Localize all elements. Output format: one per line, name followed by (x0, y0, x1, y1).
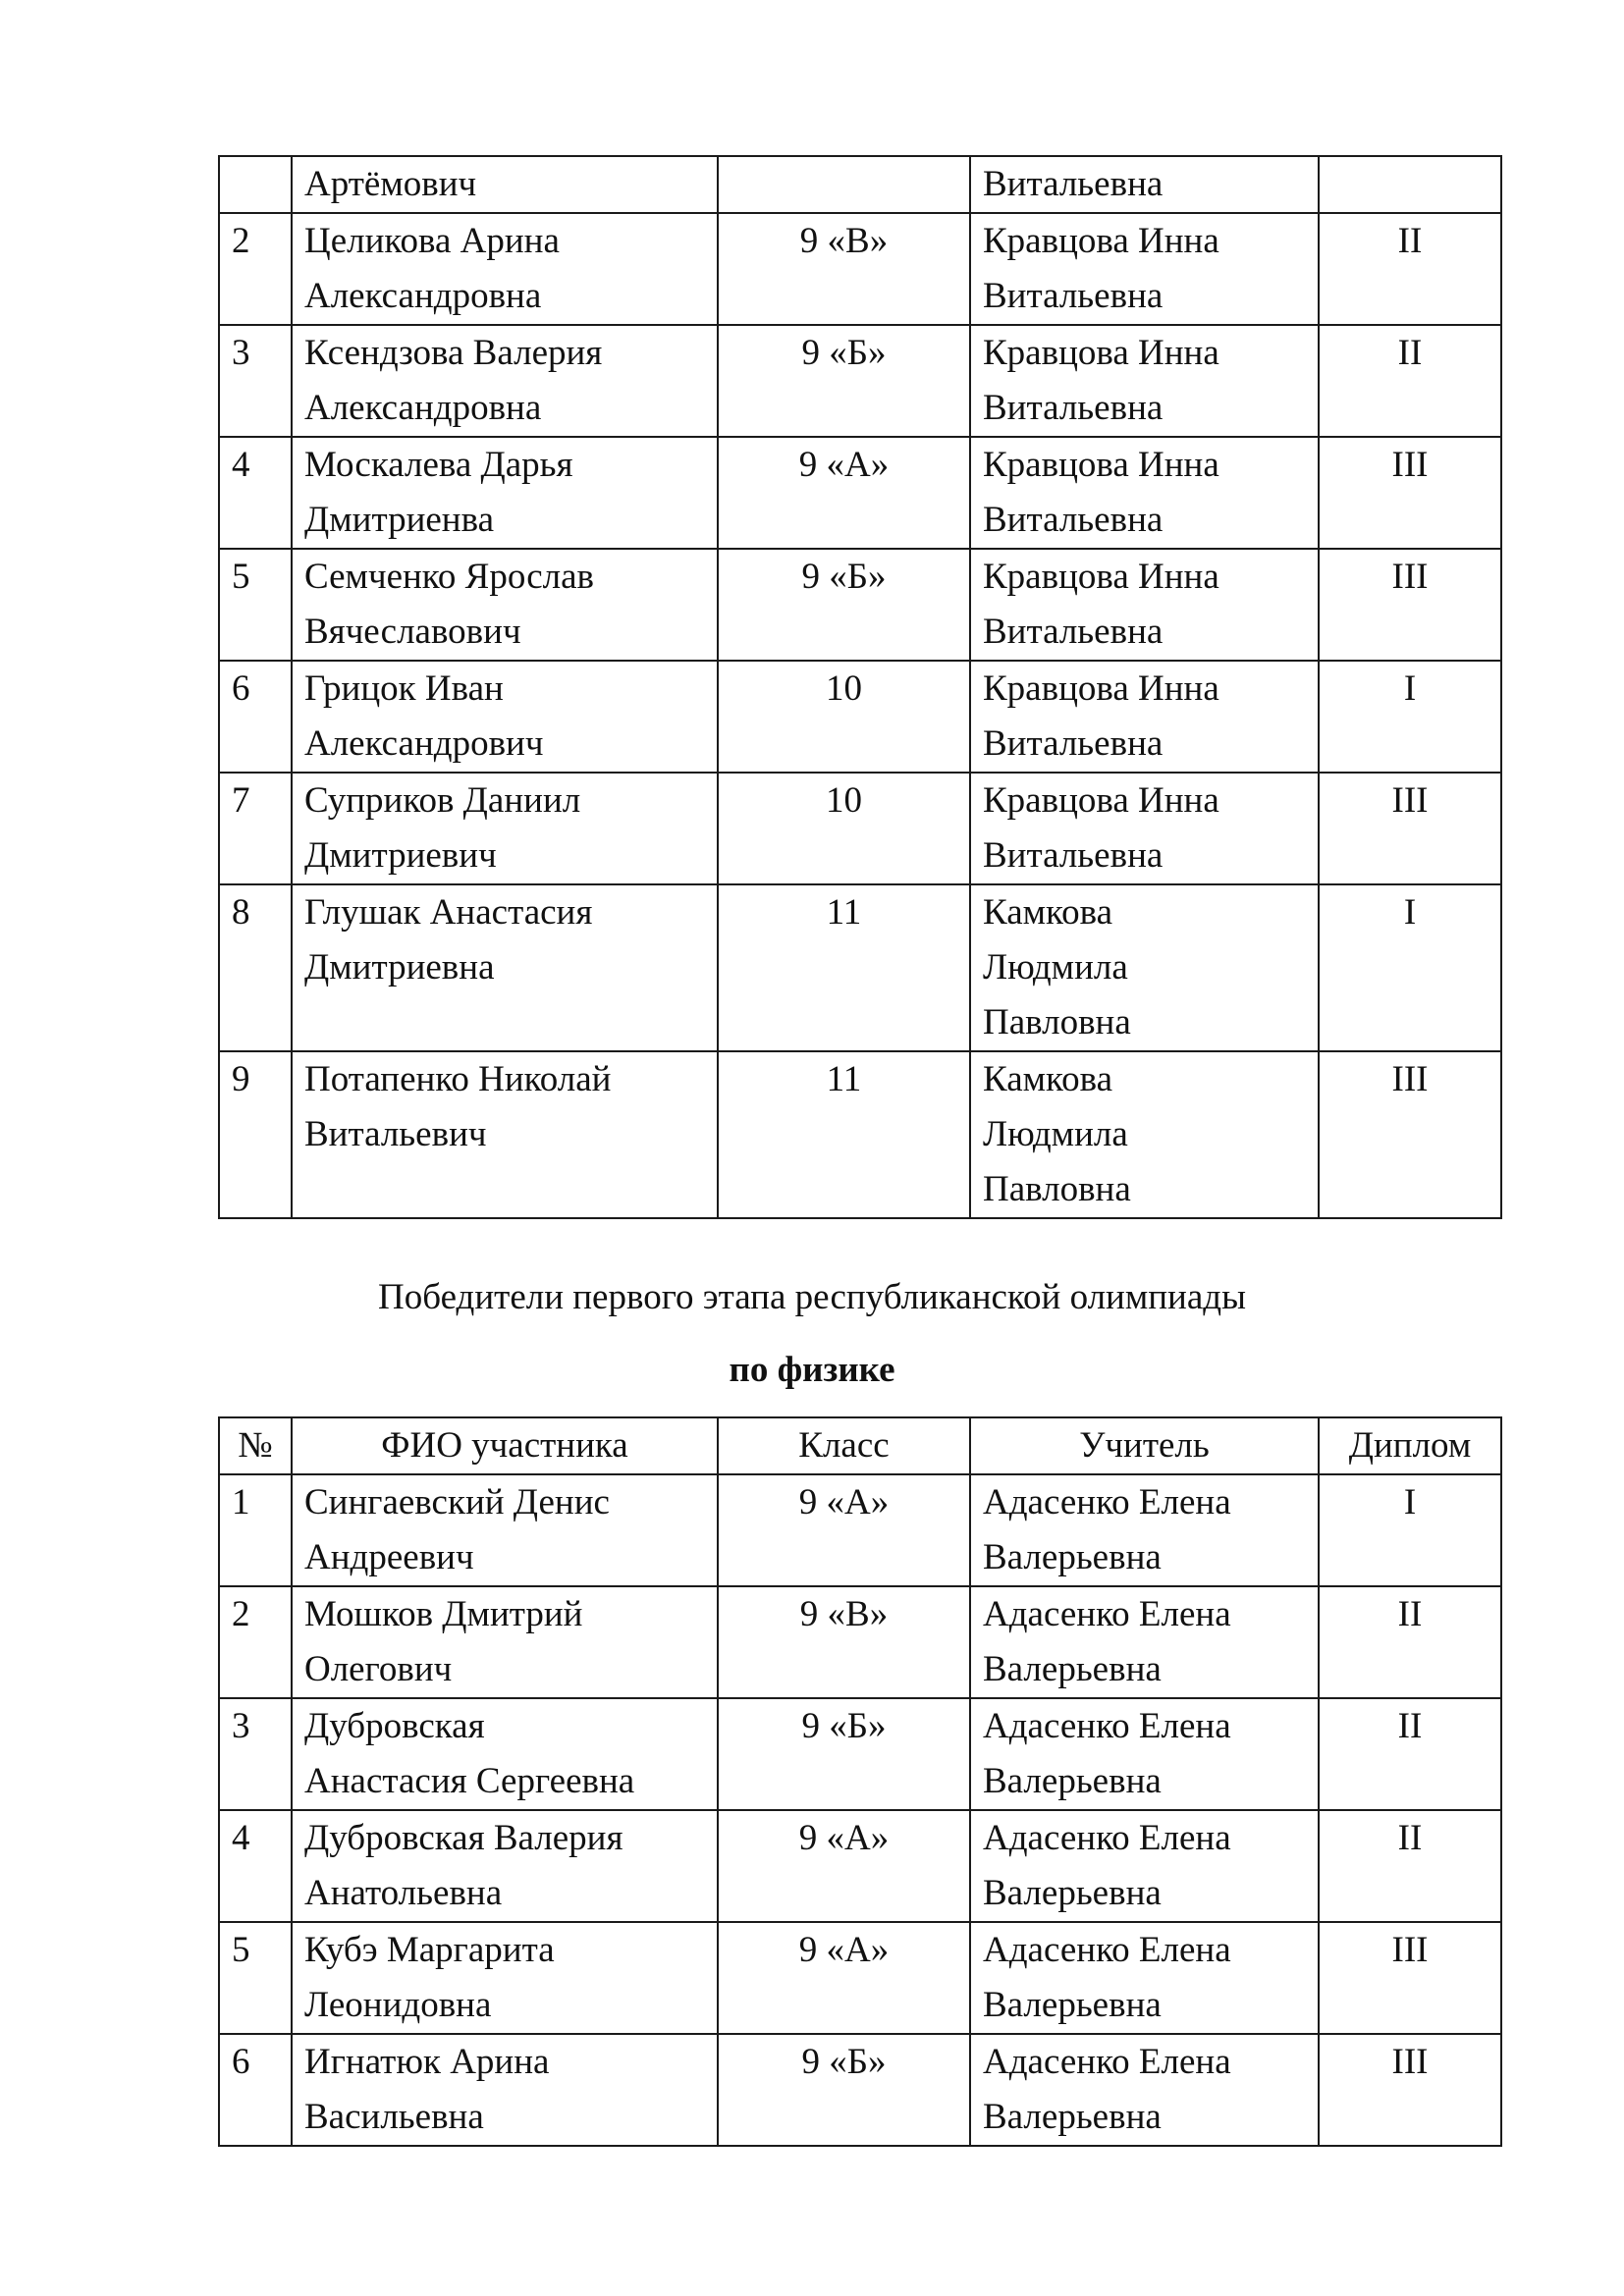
participant-name-line: Вячеславович (304, 612, 521, 652)
section-heading: Победители первого этапа республиканской олимпиады (378, 1277, 1246, 1317)
participant-name-line: Витальевич (304, 1114, 487, 1154)
participant-name (292, 1810, 718, 1922)
participant-name-line: Анатольевна (304, 1873, 503, 1913)
diploma-cell: III (1319, 1051, 1501, 1218)
row-number: 5 (219, 549, 292, 661)
teacher-name-line: Павловна (983, 1169, 1131, 1209)
teacher-name-line: Валерьевна (983, 1873, 1162, 1913)
teacher-name-line: Адасенко Елена (983, 1482, 1231, 1522)
participant-name-line: Целикова Арина (304, 221, 560, 261)
diploma-cell (1319, 156, 1501, 213)
participant-name-line: Сингаевский Денис (304, 1482, 610, 1522)
row-number: 4 (219, 437, 292, 549)
table-row (219, 1698, 1501, 1810)
participant-name (292, 1474, 718, 1586)
header-class: Класс (718, 1417, 970, 1474)
row-number: 6 (219, 661, 292, 773)
teacher-name (970, 156, 1319, 213)
participant-name-line: Кубэ Маргарита (304, 1930, 555, 1970)
teacher-name (970, 213, 1319, 325)
participant-name (292, 1051, 718, 1218)
teacher-name-line: Адасенко Елена (983, 2042, 1231, 2082)
teacher-name (970, 549, 1319, 661)
teacher-name (970, 1586, 1319, 1698)
header-participant-name: ФИО участника (292, 1417, 718, 1474)
teacher-name-line: Витальевна (983, 164, 1164, 204)
teacher-name-line: Витальевна (983, 500, 1164, 540)
participant-name-line: Васильевна (304, 2097, 484, 2137)
participant-name-line: Леонидовна (304, 1985, 492, 2025)
participant-name-line: Грицок Иван (304, 668, 504, 709)
teacher-name-line: Валерьевна (983, 1649, 1162, 1689)
diploma-cell: III (1319, 2034, 1501, 2146)
row-number: 9 (219, 1051, 292, 1218)
diploma-cell: II (1319, 325, 1501, 437)
teacher-name-line: Камкова (983, 1059, 1113, 1099)
participant-name-line: Артёмович (304, 164, 477, 204)
participant-name (292, 661, 718, 773)
diploma-cell: II (1319, 1810, 1501, 1922)
participant-name (292, 884, 718, 1051)
participant-name-line: Александровна (304, 276, 542, 316)
participant-name-line: Александрович (304, 723, 544, 764)
diploma-cell: III (1319, 549, 1501, 661)
class-cell: 9 «Б» (718, 2034, 970, 2146)
teacher-name-line: Валерьевна (983, 1761, 1162, 1801)
diploma-cell: II (1319, 213, 1501, 325)
row-number: 8 (219, 884, 292, 1051)
participant-name-line: Потапенко Николай (304, 1059, 612, 1099)
participant-name (292, 773, 718, 884)
teacher-name (970, 325, 1319, 437)
diploma-cell: II (1319, 1698, 1501, 1810)
diploma-cell: II (1319, 1586, 1501, 1698)
table-row (219, 549, 1501, 661)
teacher-name (970, 1810, 1319, 1922)
participant-name-line: Дубровская (304, 1706, 485, 1746)
class-cell: 9 «В» (718, 213, 970, 325)
participant-name (292, 549, 718, 661)
participant-name (292, 437, 718, 549)
table-row (219, 1810, 1501, 1922)
teacher-name (970, 1698, 1319, 1810)
class-cell: 9 «В» (718, 1586, 970, 1698)
teacher-name-line: Витальевна (983, 612, 1164, 652)
teacher-name-line: Витальевна (983, 276, 1164, 316)
teacher-name-line: Камкова (983, 892, 1113, 933)
participant-name (292, 1922, 718, 2034)
row-number: 7 (219, 773, 292, 884)
participant-name-line: Дмитриенва (304, 500, 495, 540)
teacher-name-line: Витальевна (983, 723, 1164, 764)
teacher-name-line: Кравцова Инна (983, 221, 1219, 261)
class-cell: 9 «А» (718, 1810, 970, 1922)
table-row (219, 1474, 1501, 1586)
teacher-name (970, 1051, 1319, 1218)
row-number: 4 (219, 1810, 292, 1922)
physics-winners-table-body (219, 1474, 1501, 2146)
table-row (219, 1051, 1501, 1218)
diploma-cell: III (1319, 437, 1501, 549)
class-cell: 10 (718, 773, 970, 884)
teacher-name-line: Валерьевна (983, 2097, 1162, 2137)
row-number: 6 (219, 2034, 292, 2146)
physics-winners-table (218, 1416, 1502, 2147)
table-row (219, 213, 1501, 325)
participant-name-line: Семченко Ярослав (304, 557, 595, 597)
teacher-name-line: Витальевна (983, 835, 1164, 876)
teacher-name-line: Витальевна (983, 388, 1164, 428)
class-cell: 9 «А» (718, 437, 970, 549)
participant-name-line: Олегович (304, 1649, 453, 1689)
diploma-cell: III (1319, 1922, 1501, 2034)
table-row (219, 773, 1501, 884)
teacher-name (970, 1474, 1319, 1586)
table-row (219, 437, 1501, 549)
class-cell: 9 «А» (718, 1922, 970, 2034)
teacher-name (970, 2034, 1319, 2146)
participant-name (292, 156, 718, 213)
participant-name (292, 2034, 718, 2146)
participant-name-line: Суприков Даниил (304, 780, 581, 821)
class-cell: 9 «Б» (718, 325, 970, 437)
row-number: 3 (219, 325, 292, 437)
table-row (219, 156, 1501, 213)
teacher-name-line: Кравцова Инна (983, 445, 1219, 485)
diploma-cell: I (1319, 884, 1501, 1051)
teacher-name-line: Адасенко Елена (983, 1594, 1231, 1634)
participant-name-line: Андреевич (304, 1537, 474, 1577)
header-number: № (219, 1417, 292, 1474)
class-cell: 9 «Б» (718, 1698, 970, 1810)
teacher-name-line: Кравцова Инна (983, 780, 1219, 821)
row-number: 2 (219, 1586, 292, 1698)
participant-name-line: Глушак Анастасия (304, 892, 593, 933)
participant-name-line: Дубровская Валерия (304, 1818, 623, 1858)
winners-table-continued-body (219, 156, 1501, 1218)
row-number: 2 (219, 213, 292, 325)
participant-name-line: Александровна (304, 388, 542, 428)
table-header-row (219, 1417, 1501, 1474)
diploma-cell: III (1319, 773, 1501, 884)
row-number: 3 (219, 1698, 292, 1810)
section-subject-heading: по физике (729, 1350, 895, 1390)
participant-name-line: Мошков Дмитрий (304, 1594, 583, 1634)
header-diploma: Диплом (1319, 1417, 1501, 1474)
participant-name-line: Анастасия Сергеевна (304, 1761, 635, 1801)
class-cell: 11 (718, 1051, 970, 1218)
participant-name-line: Дмитриевич (304, 835, 497, 876)
winners-table-continued (218, 155, 1502, 1219)
teacher-name-line: Адасенко Елена (983, 1818, 1231, 1858)
teacher-name-line: Валерьевна (983, 1985, 1162, 2025)
class-cell: 9 «А» (718, 1474, 970, 1586)
row-number: 5 (219, 1922, 292, 2034)
participant-name-line: Москалева Дарья (304, 445, 573, 485)
teacher-name (970, 773, 1319, 884)
teacher-name-line: Кравцова Инна (983, 668, 1219, 709)
table-row (219, 661, 1501, 773)
teacher-name (970, 1922, 1319, 2034)
participant-name (292, 213, 718, 325)
class-cell: 9 «Б» (718, 549, 970, 661)
table-row (219, 2034, 1501, 2146)
teacher-name-line: Павловна (983, 1002, 1131, 1042)
teacher-name (970, 884, 1319, 1051)
diploma-cell: I (1319, 1474, 1501, 1586)
row-number (219, 156, 292, 213)
teacher-name-line: Людмила (983, 1114, 1128, 1154)
participant-name (292, 1698, 718, 1810)
class-cell: 11 (718, 884, 970, 1051)
teacher-name-line: Адасенко Елена (983, 1706, 1231, 1746)
teacher-name-line: Кравцова Инна (983, 333, 1219, 373)
teacher-name-line: Валерьевна (983, 1537, 1162, 1577)
teacher-name (970, 437, 1319, 549)
participant-name (292, 325, 718, 437)
teacher-name (970, 661, 1319, 773)
class-cell (718, 156, 970, 213)
table-row (219, 1922, 1501, 2034)
teacher-name-line: Адасенко Елена (983, 1930, 1231, 1970)
row-number: 1 (219, 1474, 292, 1586)
diploma-cell: I (1319, 661, 1501, 773)
participant-name-line: Игнатюк Арина (304, 2042, 550, 2082)
participant-name-line: Ксендзова Валерия (304, 333, 603, 373)
table-row (219, 1586, 1501, 1698)
class-cell: 10 (718, 661, 970, 773)
participant-name (292, 1586, 718, 1698)
teacher-name-line: Кравцова Инна (983, 557, 1219, 597)
teacher-name-line: Людмила (983, 947, 1128, 988)
participant-name-line: Дмитриевна (304, 947, 495, 988)
table-row (219, 325, 1501, 437)
table-row (219, 884, 1501, 1051)
header-teacher: Учитель (970, 1417, 1319, 1474)
